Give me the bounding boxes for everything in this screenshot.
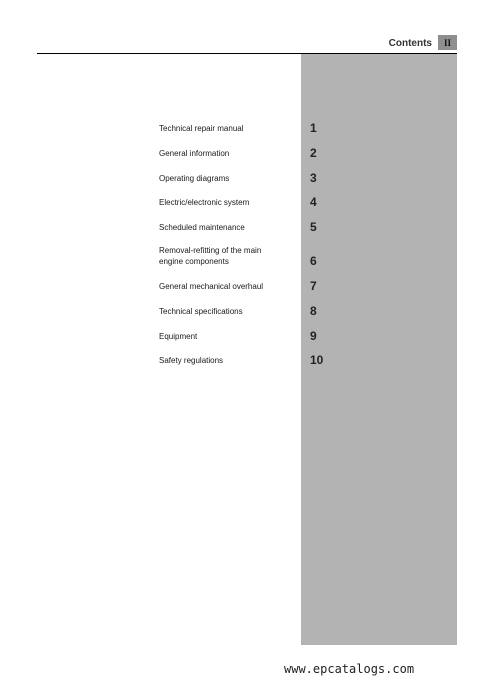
toc-label: Removal-refitting of the main engine components	[159, 246, 262, 266]
toc-label: Operating diagrams	[159, 174, 230, 183]
toc-label: General mechanical overhaul	[159, 282, 264, 291]
toc-label: Technical repair manual	[159, 124, 244, 133]
toc-number: 7	[310, 279, 317, 293]
toc-label: Scheduled maintenance	[159, 223, 245, 232]
toc-number: 3	[310, 171, 317, 185]
toc-label: Safety regulations	[159, 356, 224, 365]
toc-number: 6	[310, 254, 317, 268]
toc-number: 5	[310, 220, 317, 234]
toc-label: General information	[159, 149, 230, 158]
toc-number: 4	[310, 195, 317, 209]
header-title: Contents	[388, 38, 432, 49]
watermark-link[interactable]: www.epcatalogs.com	[284, 662, 415, 676]
grey-column	[301, 54, 457, 645]
toc-number: 9	[310, 329, 317, 343]
toc-label: Electric/electronic system	[159, 198, 250, 207]
toc-number: 1	[310, 121, 317, 135]
toc-label: Equipment	[159, 332, 198, 341]
toc-number: 10	[310, 353, 324, 367]
toc-number: 2	[310, 146, 317, 160]
toc-number: 8	[310, 304, 317, 318]
page-number-badge: II	[438, 35, 457, 50]
toc-label: Technical specifications	[159, 307, 243, 316]
